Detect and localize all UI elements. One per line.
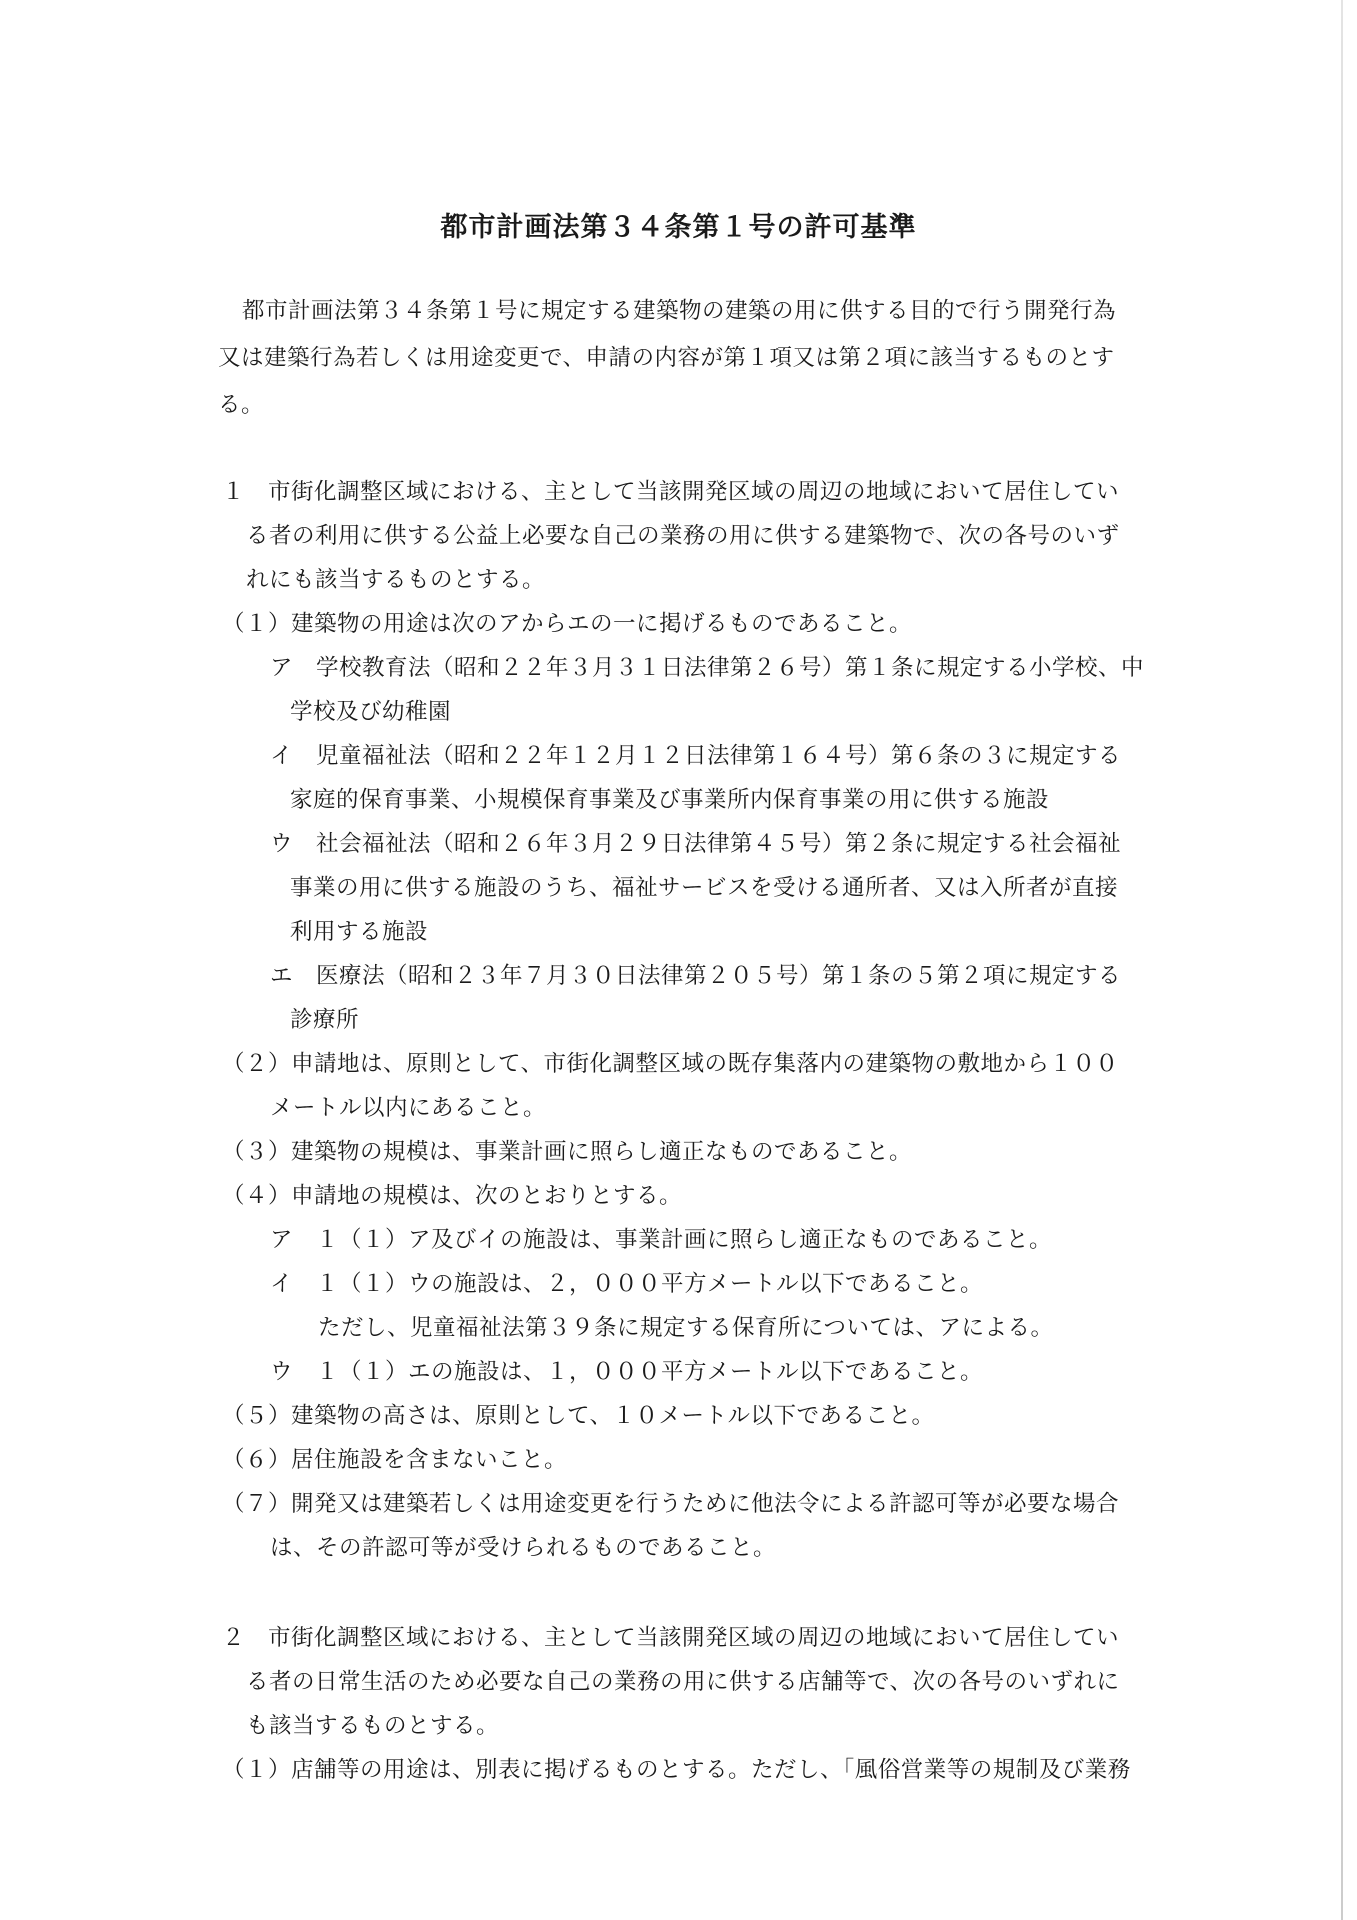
text-line: 事業の用に供する施設のうち、福祉サービスを受ける通所者、又は入所者が直接 bbox=[290, 875, 1119, 901]
text-line: メートル以内にあること。 bbox=[270, 1095, 547, 1121]
text-line: ２ 市街化調整区域における、主として当該開発区域の周辺の地域において居住してい bbox=[222, 1625, 1120, 1651]
text-line: れにも該当するものとする。 bbox=[246, 567, 546, 593]
text-line: １ 市街化調整区域における、主として当該開発区域の周辺の地域において居住してい bbox=[222, 479, 1120, 505]
text-line: る者の利用に供する公益上必要な自己の業務の用に供する建築物で、次の各号のいず bbox=[246, 523, 1120, 549]
text-line: 又は建築行為若しくは用途変更で、申請の内容が第１項又は第２項に該当するものとす bbox=[218, 345, 1115, 371]
text-line: （４）申請地の規模は、次のとおりとする。 bbox=[222, 1183, 683, 1209]
text-line: （３）建築物の規模は、事業計画に照らし適正なものであること。 bbox=[222, 1139, 913, 1165]
text-line: 利用する施設 bbox=[290, 919, 429, 945]
text-line: イ １（１）ウの施設は、２，０００平方メートル以下であること。 bbox=[270, 1271, 984, 1297]
text-line: ただし、児童福祉法第３９条に規定する保育所については、アによる。 bbox=[318, 1315, 1054, 1341]
text-line: エ 医療法（昭和２３年７月３０日法律第２０５号）第１条の５第２項に規定する bbox=[270, 963, 1122, 989]
text-line: （２）申請地は、原則として、市街化調整区域の既存集落内の建築物の敷地から１００ bbox=[222, 1051, 1119, 1077]
text-line: る者の日常生活のため必要な自己の業務の用に供する店舗等で、次の各号のいずれに bbox=[246, 1669, 1120, 1695]
text-line: （１）店舗等の用途は、別表に掲げるものとする。ただし、「風俗営業等の規制及び業務 bbox=[222, 1757, 1131, 1783]
document-title: 都市計画法第３４条第１号の許可基準 bbox=[440, 212, 917, 243]
text-line: ウ １（１）エの施設は、１，０００平方メートル以下であること。 bbox=[270, 1359, 984, 1385]
text-line: 都市計画法第３４条第１号に規定する建築物の建築の用に供する目的で行う開発行為 bbox=[242, 298, 1117, 324]
text-line: （７）開発又は建築若しくは用途変更を行うために他法令による許認可等が必要な場合 bbox=[222, 1491, 1120, 1517]
text-line: も該当するものとする。 bbox=[246, 1713, 500, 1739]
text-line: る。 bbox=[218, 392, 265, 418]
text-line: （５）建築物の高さは、原則として、１０メートル以下であること。 bbox=[222, 1403, 935, 1429]
text-line: 学校及び幼稚園 bbox=[290, 699, 452, 725]
text-line: （１）建築物の用途は次のアからエの一に掲げるものであること。 bbox=[222, 611, 913, 637]
text-line: は、その許認可等が受けられるものであること。 bbox=[270, 1535, 777, 1561]
text-line: 診療所 bbox=[290, 1007, 360, 1033]
text-line: イ 児童福祉法（昭和２２年１２月１２日法律第１６４号）第６条の３に規定する bbox=[270, 743, 1122, 769]
text-line: ウ 社会福祉法（昭和２６年３月２９日法律第４５号）第２条に規定する社会福祉 bbox=[270, 831, 1122, 857]
text-line: （６）居住施設を含まないこと。 bbox=[222, 1447, 568, 1473]
text-line: ア １（１）ア及びイの施設は、事業計画に照らし適正なものであること。 bbox=[270, 1227, 1053, 1253]
text-line: ア 学校教育法（昭和２２年３月３１日法律第２６号）第１条に規定する小学校、中 bbox=[270, 655, 1145, 681]
text-line: 家庭的保育事業、小規模保育事業及び事業所内保育事業の用に供する施設 bbox=[290, 787, 1050, 813]
